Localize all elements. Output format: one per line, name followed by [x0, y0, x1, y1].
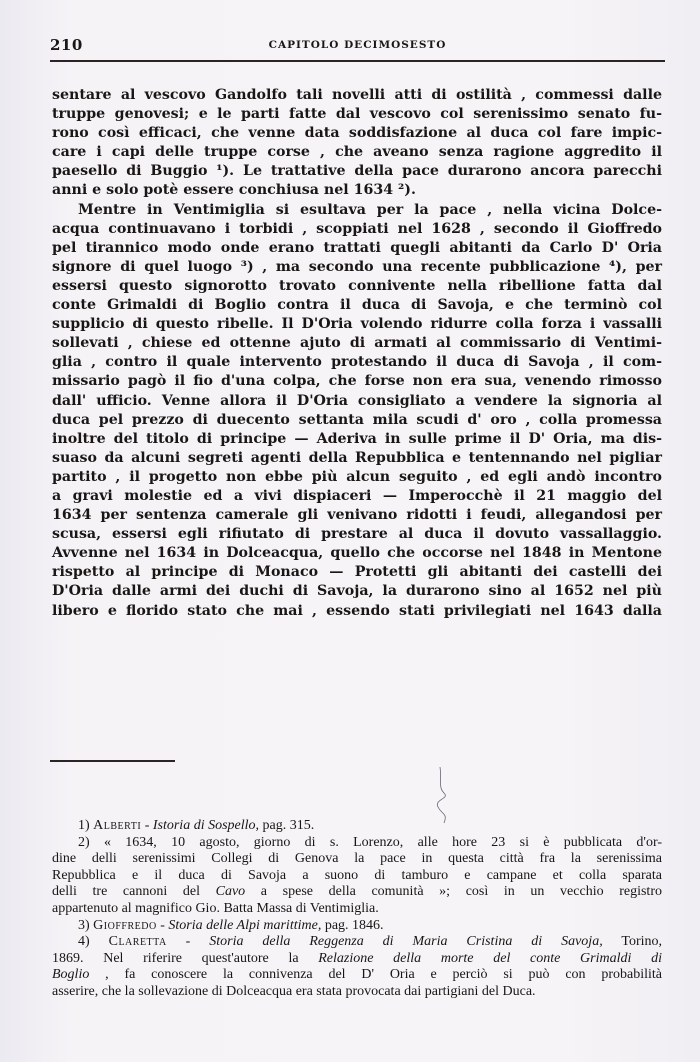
text-line: conte Grimaldi di Boglio contra il duca di Savoja, e che terminò col: [52, 297, 662, 314]
footnote-italic: Relazione della morte del conte Grimaldi di: [318, 950, 662, 966]
text-line: partito , il progetto non ebbe più alcun seguito , ed egli andò incontro: [52, 468, 662, 485]
text-line: sentare al vescovo Gandolfo tali novelli atti di ostilità , commessi dalle: [52, 87, 662, 103]
footnote-number: 4): [78, 934, 90, 950]
footnote-separator-dash: -: [166, 934, 210, 950]
footnote-3: [52, 918, 662, 935]
text-line: truppe genovesi; e le parti fatte dal vescovo col serenissimo senato fu-: [52, 106, 662, 123]
footnote-number: 1): [78, 818, 90, 833]
text-line: suaso da alcuni segreti agenti della Repubblica e tentennando nel pigliar: [52, 449, 662, 466]
footnote-separator: [50, 760, 175, 762]
text-line: sollevati , chiese ed ottenne ajuto di armati al commissario di Ventimi-: [52, 335, 662, 352]
footnote-2-line: 2) « 1634, 10 agosto, giorno di s. Lorenzo, alle hore 23 si è pubblicata d'or-: [78, 834, 662, 850]
text-line: D'Oria dalle armi dei duchi di Savoja, la durarono sino al 1652 nel più: [52, 583, 662, 600]
footnote-2-line: Repubblica e il duca di Savoja a suono di tamburo e campane et colla sparata: [52, 867, 662, 883]
text-line: pel tirannico modo onde erano trattati quegli abitanti da Carlo D' Oria: [52, 239, 662, 256]
footnote-4-line: asserire, che la sollevazione di Dolceacqua era stata provocata dai partigiani del Duca.: [52, 983, 536, 999]
footnote-number: 3): [78, 917, 90, 933]
text-line: a gravi molestie ed a vivi dispiaceri — Imperocchè il 21 maggio del: [52, 487, 662, 504]
footnote-text: , fa conoscere la connivenza del D' Oria e perciò si può con probabilità: [89, 967, 662, 983]
footnote-author: Gioffredo: [93, 917, 157, 933]
text-line: supplicio di questo ribelle. Il D'Oria volendo ridurre colla forza i vassalli: [52, 316, 662, 333]
footnote-4: [52, 934, 662, 951]
footnote-page: pag. 1846.: [321, 917, 384, 933]
page-header: [50, 36, 665, 56]
text-line: paesello di Buggio ¹). Le trattative della pace durarono ancora parecchi: [52, 163, 662, 180]
footnote-italic: Cavo: [215, 884, 246, 900]
text-line: acqua continuavano i torbidi , scoppiati nel 1628 , secondo il Gioffredo: [52, 220, 662, 237]
footnote-2-line: [52, 884, 662, 901]
footnote-separator-dash: -: [141, 818, 153, 833]
footnote-page: pag. 315.: [259, 818, 315, 833]
footnote-4-line: [52, 951, 662, 968]
text-line: care i capi delle truppe corse , che aveano senza ragione aggredito il: [52, 144, 662, 161]
header-rule: [50, 60, 665, 62]
text-line: scusa, essersi egli rifiutato di prestare al duca il dovuto vassallaggio.: [52, 526, 662, 543]
footnotes: [52, 818, 662, 1001]
text-line: rispetto al principe di Monaco — Protetti gli abitanti dei castelli dei: [52, 564, 662, 581]
footnote-2-line: dine delli serenissimi Collegi di Genova la pace in questa città fra la serenissima: [52, 851, 662, 867]
text-line: libero e florido stato che mai , essendo stati privilegiati nel 1643 dalla: [52, 602, 662, 619]
footnote-italic: Boglio: [52, 967, 90, 983]
footnote-author: Claretta: [108, 934, 167, 950]
footnote-4-line: [52, 967, 662, 984]
text-line: inoltre del titolo di principe — Aderiva in sulle prime il D' Oria, ma dis-: [52, 430, 662, 447]
footnote-title: Istoria di Sospello,: [152, 818, 260, 833]
footnote-title: Storia delle Alpi marittime,: [168, 917, 322, 933]
footnote-separator-dash: -: [156, 917, 169, 933]
footnote-1: [52, 818, 662, 835]
text-line: Mentre in Ventimiglia si esultava per la pace , nella vicina Dolce-: [78, 201, 662, 218]
footnote-text: a spese della comunità »; così in un vecchio registro: [245, 884, 662, 900]
main-text: [52, 86, 662, 621]
footnote-text: delli tre cannoni del: [52, 884, 216, 900]
footnote-text: 1869. Nel riferire quest'autore la: [52, 950, 319, 966]
text-line: dall' ufficio. Venne allora il D'Oria consigliato a vendere la signoria al: [52, 392, 662, 409]
text-line: essersi questo signorotto trovato connivente nella ribellione fatta dal: [52, 277, 662, 294]
stray-mark: [420, 765, 460, 825]
text-line: Avvenne nel 1634 in Dolceacqua, quello che occorse nel 1848 in Mentone: [52, 545, 662, 562]
text-line: missario pagò il fio d'una colpa, che forse non era sua, venendo rimosso: [52, 373, 662, 390]
text-line: 1634 per sentenza camerale gli venivano ridotti i feudi, allegandosi per: [52, 507, 662, 524]
footnote-title: Storia della Reggenza di Maria Cristina di Savoja,: [209, 934, 603, 950]
footnote-author: Alberti: [93, 818, 142, 833]
text-line: signore di quel luogo ³) , ma secondo una recente pubblicazione ⁴), per: [52, 258, 662, 275]
text-line: anni e solo potè essere conchiusa nel 1634 ²).: [52, 182, 416, 199]
text-line: glia , contro il quale intervento protestando il duca di Savoja , il com-: [52, 354, 662, 371]
text-line: rono così efficaci, che venne data soddisfazione al duca col fare impic-: [52, 125, 662, 142]
text-line: duca pel prezzo di duecento settanta mila scudi d' oro , colla promessa: [52, 411, 662, 428]
running-title: CAPITOLO DECIMOSESTO: [268, 39, 447, 51]
footnote-text: Torino,: [602, 934, 663, 950]
page-number: 210: [50, 36, 83, 54]
footnote-2-line: appartenuto al magnifico Gio. Batta Massa di Ventimiglia.: [52, 900, 379, 916]
